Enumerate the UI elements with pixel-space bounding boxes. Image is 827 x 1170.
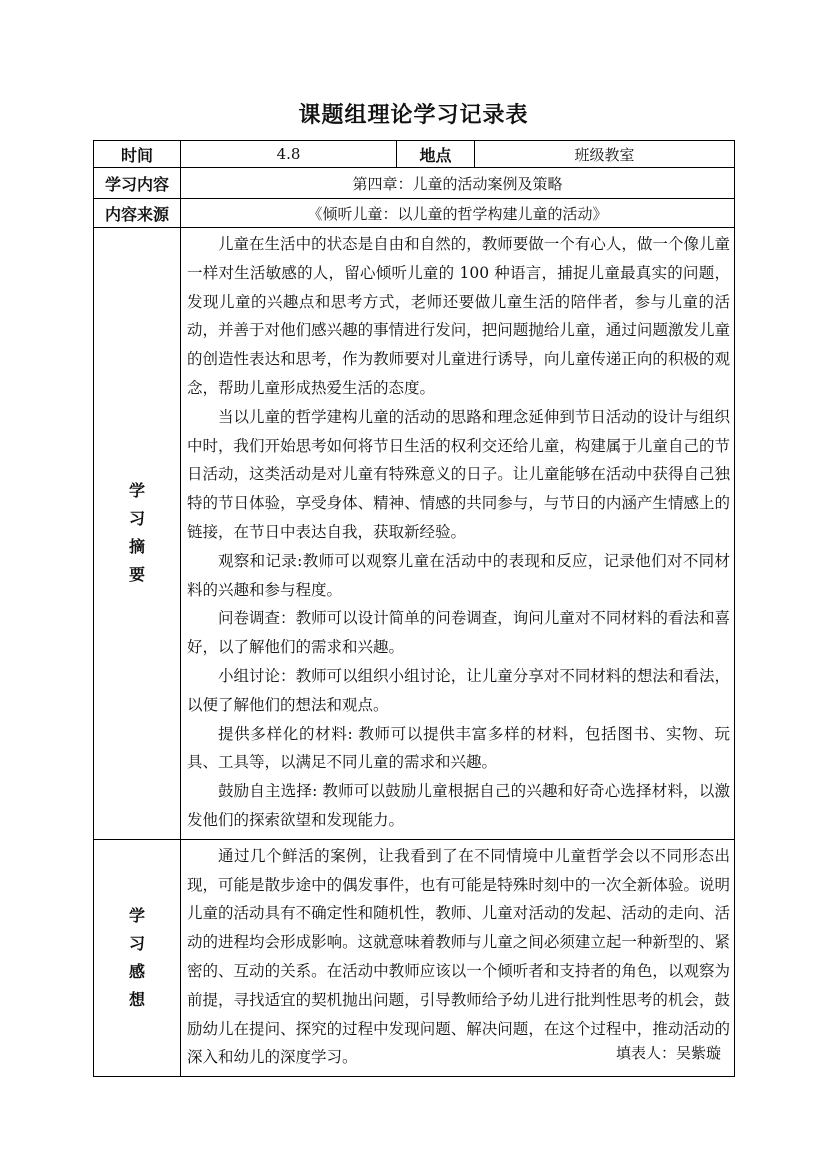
summary-label: 学 习 摘 要 [94,228,181,840]
filled-by: 填表人：吴紫璇 [615,1044,721,1062]
place-value: 班级教室 [475,141,735,168]
summary-row [94,228,735,840]
reflection-label: 学 习 感 想 [94,839,181,1076]
reflection-paragraph: 通过几个鲜活的案例，让我看到了在不同情境中儿童哲学会以不同形态出现，可能是散步途中的偶发事件，也有可能是特殊时刻中的一次全新体验。说明儿童的活动具有不确定性和随机性，教师、儿童对活动的发起、活动的走向、活动的进程均会形成影响。这就意味着教师与儿童之间必须建立起一种新型的、紧密的、互动的关系。在活动中教师应该以一个倾听者和支持者的角色，以观察为前提，寻找适宜的契机抛出问题，引导教师给予幼儿进行批判性思考的机会，鼓励幼儿在提问、探究的过程中发现问题、解决问题，在这个过程中，推动活动的深入和幼儿的深度学习。 [187,846,730,1067]
source-value: 《倾听儿童：以儿童的哲学构建儿童的活动》 [181,199,735,228]
summary-paragraph: 当以儿童的哲学建构儿童的活动的思路和理念延伸到节日活动的设计与组织中时，我们开始思考如何将节日生活的权利交还给儿童，构建属于儿童自己的节日活动，这类活动是对儿童有特殊意义的日子。让儿童能够在活动中获得自己独特的节日体验，享受身体、精神、情感的共同参与，与节日的内涵产生情感上的链接，在节日中表达自我，获取新经验。 [187,407,730,541]
summary-paragraph: 观察和记录:教师可以观察儿童在活动中的表现和反应，记录他们对不同材料的兴趣和参与程度。 [187,551,730,599]
summary-content [181,228,735,840]
content-label: 学习内容 [94,168,181,199]
reflection-row [94,839,735,1076]
reflection-content [181,839,735,1076]
place-label: 地点 [397,141,475,168]
source-row [94,199,735,228]
summary-paragraph: 儿童在生活中的状态是自由和自然的，教师要做一个有心人，做一个像儿童一样对生活敏感的人，留心倾听儿童的 100 种语言，捕捉儿童最真实的问题，发现儿童的兴趣点和思考方式，老师还要做儿童生活的陪伴者，参与儿童的活动，并善于对他们感兴趣的事情进行发问，把问题抛给儿童，通过问题激发儿童的创造性表达和思考，作为教师要对儿童进行诱导，向儿童传递正向的积极的观念，帮助儿童形成热爱生活的态度。 [187,235,730,397]
summary-paragraph: 问卷调查：教师可以设计简单的问卷调查，询问儿童对不同材料的看法和喜好，以了解他们的需求和兴趣。 [187,609,730,657]
record-table [93,140,735,1077]
summary-paragraph: 鼓励自主选择: 教师可以鼓励儿童根据自己的兴趣和好奇心选择材料，以激发他们的探索欲望和发现能力。 [187,782,730,829]
time-place-row [94,141,735,168]
summary-paragraph: 提供多样化的材料: 教师可以提供丰富多样的材料，包括图书、实物、玩具、工具等，以满足不同儿童的需求和兴趣。 [187,724,730,772]
summary-paragraph: 小组讨论：教师可以组织小组讨论，让儿童分享对不同材料的想法和看法，以便了解他们的想法和观点。 [187,666,730,714]
source-label: 内容来源 [94,199,181,228]
time-value: 4.8 [181,141,397,168]
time-label: 时间 [94,141,181,168]
document-title: 课题组理论学习记录表 [298,103,529,128]
content-value: 第四章：儿童的活动案例及策略 [181,168,735,199]
content-row [94,168,735,199]
